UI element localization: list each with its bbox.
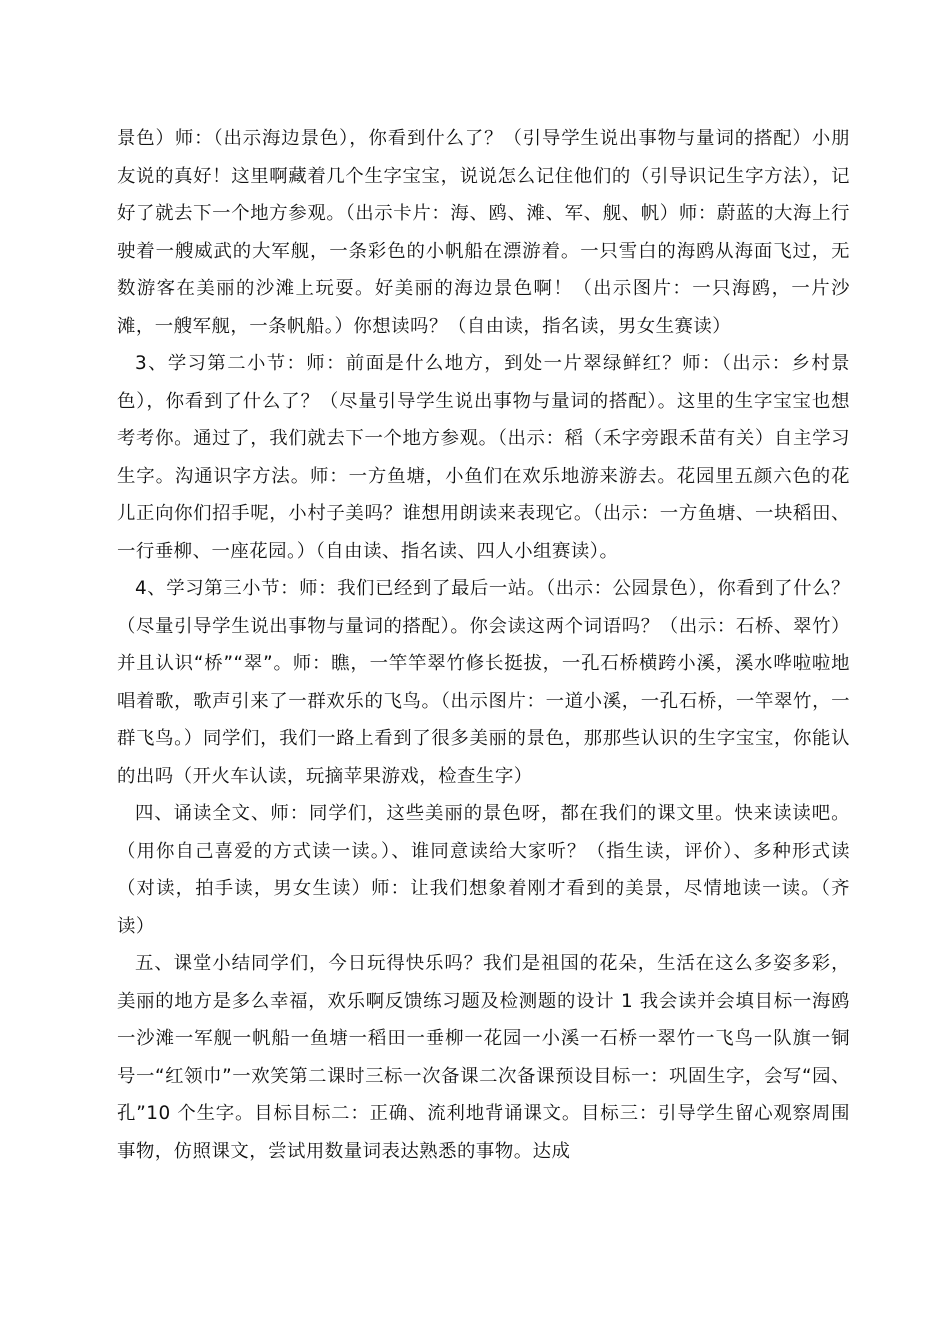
paragraph-section-3: 4、学习第三小节：师：我们已经到了最后一站。（出示：公园景色），你看到了什么？（尽量引导学生说出事物与量词的搭配）。你会读这两个词语吗？（出示：石桥、翠竹）并且认识“桥”“翠”。师：瞧，一竿竿翠竹修长挺拔，一孔石桥横跨小溪，溪水哗啦啦地唱着歌，歌声引来了一群欢乐的飞鸟。（出示图片：一道小溪，一孔石桥，一竿翠竹，一群飞鸟。）同学们，我们一路上看到了很多美丽的景色，那那些认识的生字宝宝，你能认的出吗（开火车认读，玩摘苹果游戏，检查生字） — [117, 578, 850, 787]
paragraph-class-summary: 五、课堂小结同学们，今日玩得快乐吗？我们是祖国的花朵，生活在这么多姿多彩，美丽的地方是多么幸福，欢乐啊反馈练习题及检测题的设计 1 我会读并会填目标一海鸥一沙滩一军舰一帆船一鱼塘一稻田一垂柳一花园一小溪一石桥一翠竹一飞鸟一队旗一铜号一“红领巾”一欢笑第二课时三标一次备课二次备课预设目标一：巩固生字，会写“园、孔”10 个生字。目标目标二：正确、流利地背诵课文。目标三：引导学生留心观察周围事物，仿照课文，尝试用数量词表达熟悉的事物。达成 — [117, 953, 850, 1162]
paragraph-seaside: 景色）师：（出示海边景色），你看到什么了？（引导学生说出事物与量词的搭配）小朋友说的真好！这里啊藏着几个生字宝宝，说说怎么记住他们的（引导识记生字方法），记好了就去下一个地方参观。（出示卡片：海、鸥、滩、军、舰、帆）师：蔚蓝的大海上行驶着一艘威武的大军舰，一条彩色的小帆船在漂游着。一只雪白的海鸥从海面飞过，无数游客在美丽的沙滩上玩耍。好美丽的海边景色啊！（出示图片：一只海鸥，一片沙滩，一艘军舰，一条帆船。）你想读吗？（自由读，指名读，男女生赛读） — [117, 128, 850, 337]
paragraph-section-2: 3、学习第二小节：师：前面是什么地方，到处一片翠绿鲜红？师：（出示：乡村景色），你看到了什么了？（尽量引导学生说出事物与量词的搭配）。这里的生字宝宝也想考考你。通过了，我们就去下一个地方参观。（出示：稻（禾字旁跟禾苗有关）自主学习生字。沟通识字方法。师：一方鱼塘，小鱼们在欢乐地游来游去。花园里五颜六色的花儿正向你们招手呢，小村子美吗？谁想用朗读来表现它。（出示：一方鱼塘、一块稻田、一行垂柳、一座花园。）（自由读、指名读、四人小组赛读）。 — [117, 353, 850, 562]
paragraph-recite-full-text: 四、诵读全文、师：同学们，这些美丽的景色呀，都在我们的课文里。快来读读吧。（用你自己喜爱的方式读一读。）、谁同意读给大家听？（指生读，评价）、多种形式读（对读，拍手读，男女生读）师：让我们想象着刚才看到的美景，尽情地读一读。（齐读） — [117, 803, 850, 937]
document-body — [117, 120, 850, 1170]
